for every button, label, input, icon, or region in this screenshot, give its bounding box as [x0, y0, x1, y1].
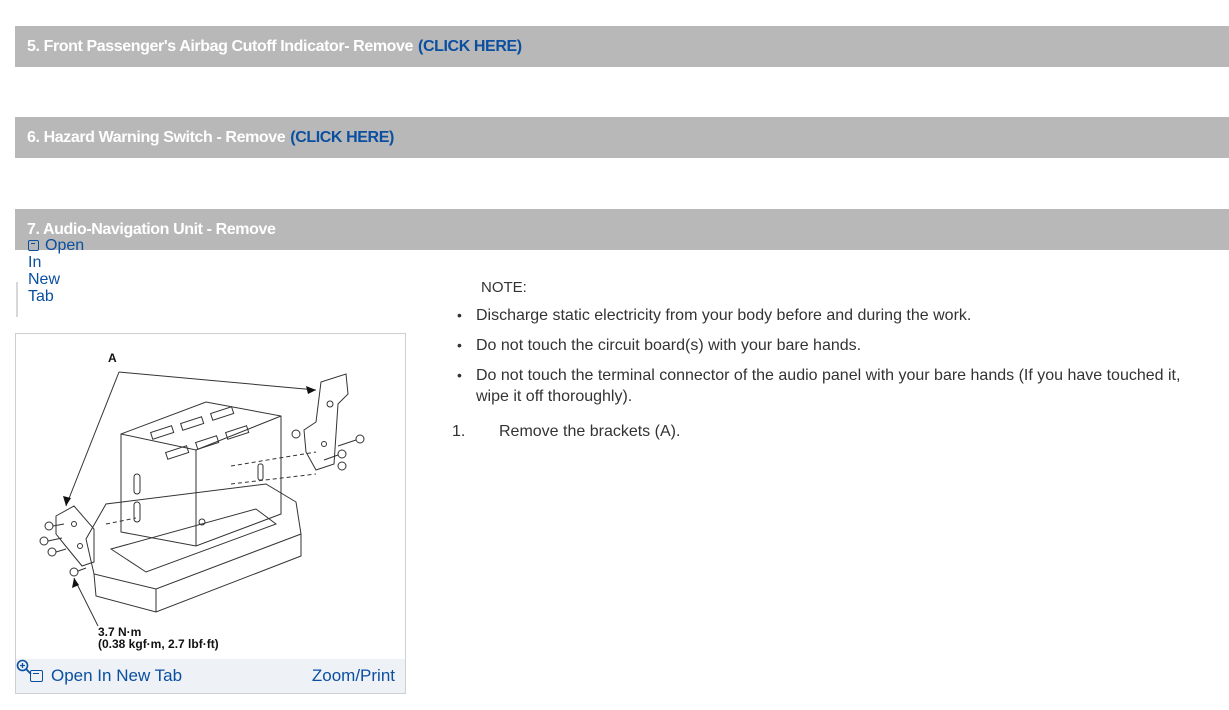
section-header-5 — [15, 26, 1229, 67]
zoom-print-label: Zoom/Print — [311, 666, 395, 685]
note-list — [452, 305, 1212, 407]
open-link-word-2: In — [28, 254, 42, 271]
section-header-7 — [15, 209, 1229, 250]
step-number: 1. — [452, 423, 466, 440]
torque-value: 3.7 N·m — [98, 625, 142, 639]
torque-conversion: (0.38 kgf·m, 2.7 lbf·ft) — [98, 637, 219, 651]
open-link-word-4: Tab — [28, 288, 54, 305]
open-in-new-tab-link[interactable] — [28, 237, 108, 305]
figure-open-label: Open In New Tab — [51, 666, 183, 685]
step-text: Remove the brackets (A). — [499, 423, 681, 440]
click-here-link-6[interactable]: (CLICK HERE) — [290, 128, 394, 146]
open-link-word-1: Open — [45, 237, 85, 254]
section-title-6: 6. Hazard Warning Switch - Remove — [27, 128, 286, 146]
audio-unit-diagram[interactable] — [16, 334, 405, 659]
zoom-icon — [16, 659, 32, 675]
open-in-new-tab-icon — [28, 240, 39, 251]
note-item: • Do not touch the circuit board(s) with your bare hands. — [452, 335, 1212, 356]
section-title-7: 7. Audio-Navigation Unit - Remove — [27, 220, 276, 238]
section-header-6 — [15, 117, 1229, 158]
note-heading: NOTE: — [481, 279, 527, 296]
figure-open-in-new-tab-button[interactable] — [30, 666, 182, 686]
note-item: • Do not touch the terminal connector of the audio panel with your bare hands (If you have touched it, wipe it off thoroughly). — [452, 365, 1212, 407]
figure-panel — [15, 333, 406, 694]
divider — [16, 282, 18, 317]
procedure-step — [452, 423, 1212, 441]
note-item: • Discharge static electricity from your body before and during the work. — [452, 305, 1212, 326]
torque-spec — [98, 626, 219, 650]
callout-a: A — [108, 351, 117, 365]
open-link-word-3: New — [28, 271, 61, 288]
figure-footer — [16, 659, 405, 693]
zoom-print-button[interactable] — [312, 666, 395, 686]
procedure-content — [452, 276, 1212, 441]
section-title-5: 5. Front Passenger's Airbag Cutoff Indicator- Remove — [27, 37, 414, 55]
click-here-link-5[interactable]: (CLICK HERE) — [418, 37, 522, 55]
